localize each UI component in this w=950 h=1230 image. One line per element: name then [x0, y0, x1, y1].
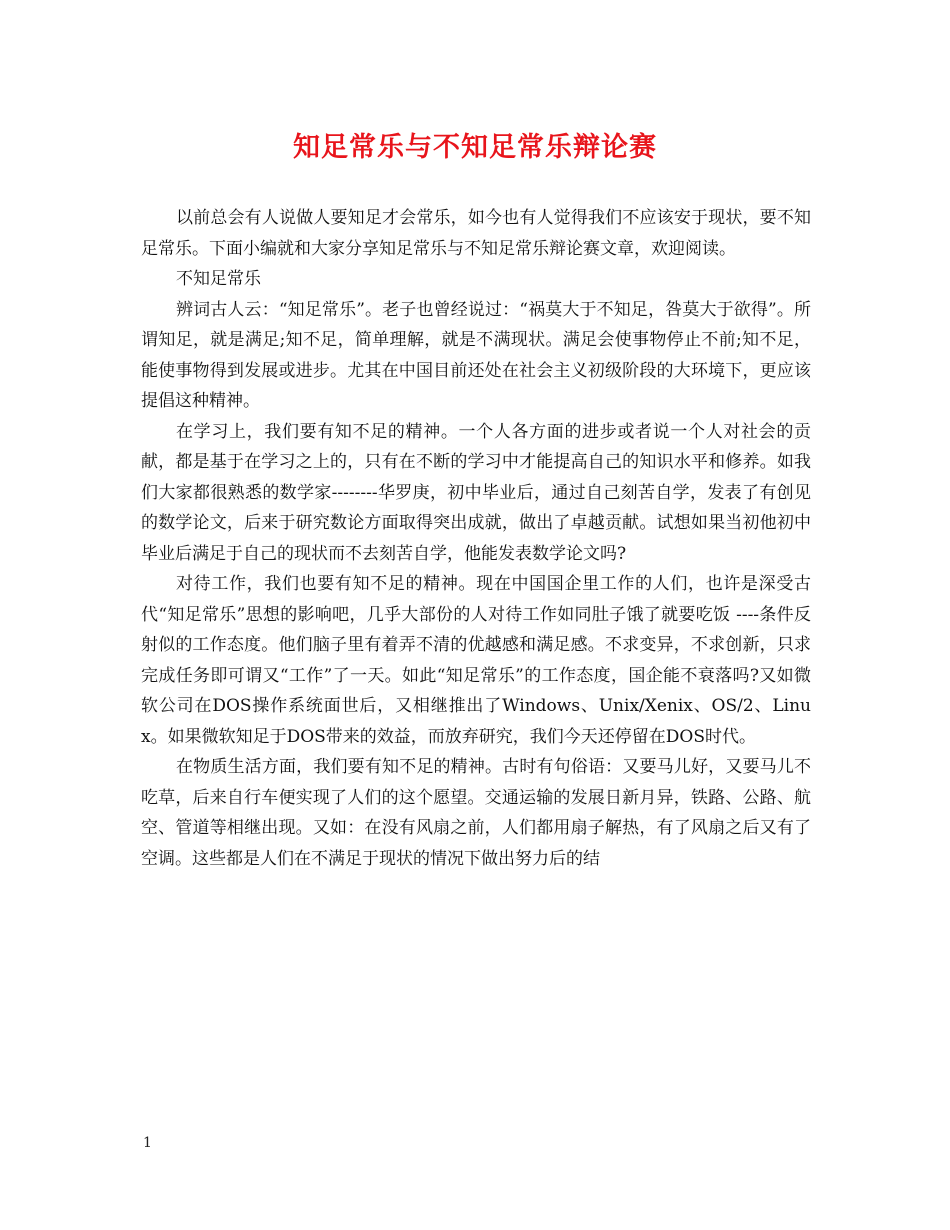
paragraph-work: 对待工作，我们也要有知不足的精神。现在中国国企里工作的人们，也许是深受古代“知足常乐”思想的影响吧，几乎大部份的人对待工作如同肚子饿了就要吃饭 ----条件反射似的工作态度。他们脑子里有着弄不清的优越感和满足感。不求变异，不求创新，只求完成任务即可谓又“工作”了一天。如此“知足常乐”的工作态度，国企能不衰落吗?又如微软公司在DOS操作系统面世后，又相继推出了Windows、Unix/Xenix、OS/2、Linux。如果微软知足于DOS带来的效益，而放弃研究，我们今天还停留在DOS时代。	[141, 574, 811, 747]
paragraph-definition: 辨词古人云：“知足常乐”。老子也曾经说过：“祸莫大于不知足，咎莫大于欲得”。所谓知足，就是满足;知不足，简单理解，就是不满现状。满足会使事物停止不前;知不足，能使事物得到发展或进步。尤其在中国目前还处在社会主义初级阶段的大环境下，更应该提倡这种精神。	[141, 299, 811, 411]
paragraph-study: 在学习上，我们要有知不足的精神。一个人各方面的进步或者说一个人对社会的贡献，都是基于在学习之上的，只有在不断的学习中才能提高自己的知识水平和修养。如我们大家都很熟悉的数学家--------华罗庚，初中毕业后，通过自己刻苦自学，发表了有创见的数学论文，后来于研究数论方面取得突出成就，做出了卓越贡献。试想如果当初他初中毕业后满足于自己的现状而不去刻苦自学，他能发表数学论文吗?	[141, 421, 811, 564]
paragraph-material-life: 在物质生活方面，我们要有知不足的精神。古时有句俗语：又要马儿好，又要马儿不吃草，后来自行车便实现了人们的这个愿望。交通运输的发展日新月异，铁路、公路、航空、管道等相继出现。又如：在没有风扇之前，人们都用扇子解热，有了风扇之后又有了空调。这些都是人们在不满足于现状的情况下做出努力后的结	[141, 757, 811, 869]
document-title: 知足常乐与不知足常乐辩论赛	[293, 132, 657, 163]
section-heading: 不知足常乐	[176, 269, 261, 289]
page-number: 1	[143, 1135, 152, 1151]
document-body	[141, 203, 811, 874]
paragraph-intro: 以前总会有人说做人要知足才会常乐，如今也有人觉得我们不应该安于现状，要不知足常乐。下面小编就和大家分享知足常乐与不知足常乐辩论赛文章，欢迎阅读。	[141, 208, 811, 259]
